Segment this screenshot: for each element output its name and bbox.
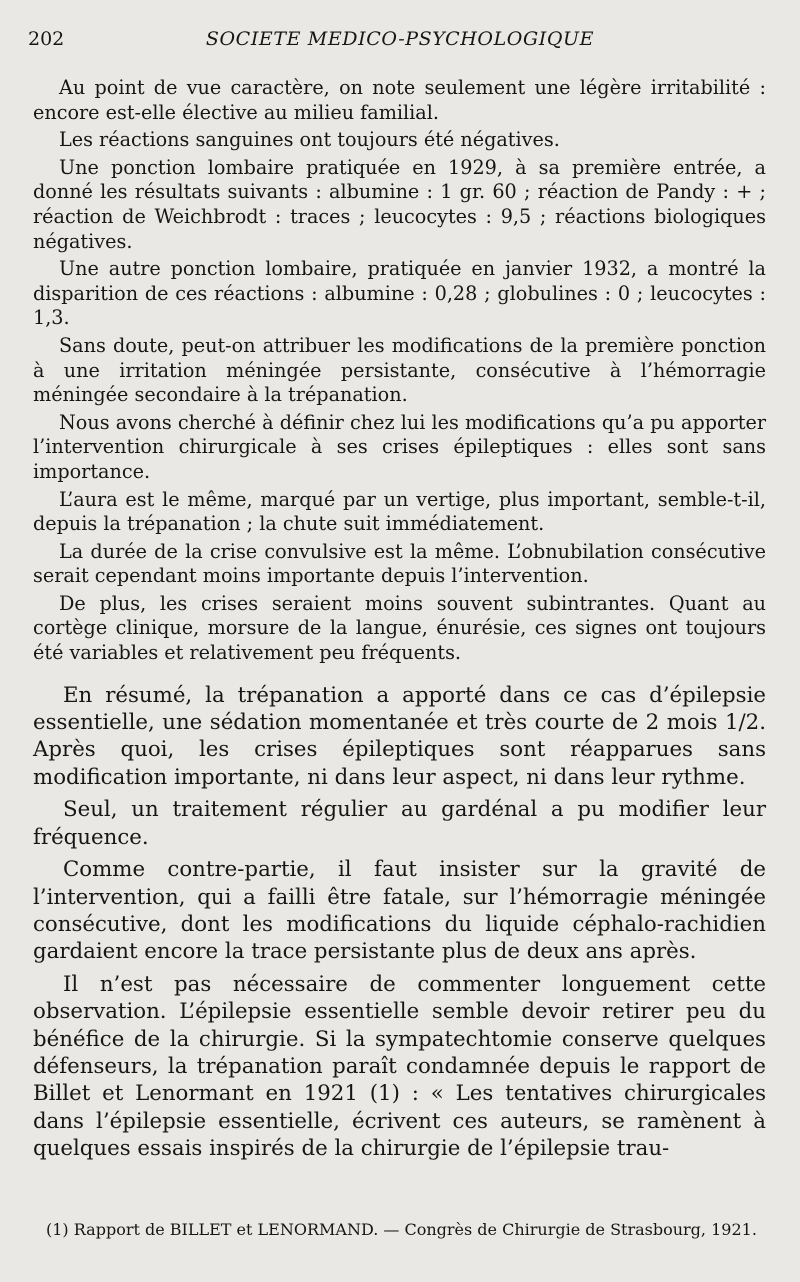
summary-paragraph: En résumé, la trépanation a apporté dans ce cas d’épilepsie essentielle, une sédation momentanée et très courte de 2 mois 1/2. Après quoi, les crises épileptiques sont réapparues sans modification importante, ni dans leur aspect, ni dans leur rythme.	[33, 682, 766, 790]
summary-paragraph: Seul, un traitement régulier au gardénal a pu modifier leur fréquence.	[33, 797, 766, 850]
paragraph: Au point de vue caractère, on note seulement une légère irritabilité : encore est-elle élective au milieu familial.	[33, 76, 766, 124]
paragraph: Une autre ponction lombaire, pratiquée en janvier 1932, a montré la disparition de ces réactions : albumine : 0,28 ; globulines : 0 ; leucocytes : 1,3.	[33, 257, 766, 330]
page-number: 202	[28, 28, 65, 50]
paragraph: La durée de la crise convulsive est la même. L’obnubilation consécutive serait cependant moins importante depuis l’intervention.	[33, 539, 766, 588]
page-header	[28, 28, 772, 58]
paragraph: Sans doute, peut-on attribuer les modifications de la première ponction à une irritation méningée persistante, consécutive à l’hémorragie méningée secondaire à la trépanation.	[33, 333, 766, 407]
paragraph: Une ponction lombaire pratiquée en 1929, à sa première entrée, a donné les résultats suivants : albumine : 1 gr. 60 ; réaction de Pandy : + ; réaction de Weichbrodt : traces ; leucocytes : 9,5 ; réactions biologiques négatives.	[33, 155, 766, 253]
paragraph: De plus, les crises seraient moins souvent subintrantes. Quant au cortège clinique, morsure de la langue, énurésie, ces signes ont toujours été variables et relativement peu fréquents.	[33, 591, 766, 665]
footnote-text: (1) Rapport de BILLET et LENORMAND. — Congrès de Chirurgie de Strasbourg, 1921.	[46, 1220, 757, 1239]
summary-paragraph: Comme contre-partie, il faut insister sur la gravité de l’intervention, qui a failli être fatale, sur l’hémorragie méningée consécutive, dont les modifications du liquide céphalo-rachidien gardaient encore la trace persistante plus de deux ans après.	[33, 857, 766, 965]
paragraph: L’aura est le même, marqué par un vertige, plus important, semble-t-il, depuis la trépanation ; la chute suit immédiatement.	[33, 487, 766, 536]
body-text	[33, 76, 766, 1168]
summary-section	[33, 682, 766, 1163]
paragraph: Nous avons cherché à définir chez lui les modifications qu’a pu apporter l’intervention chirurgicale à ses crises épileptiques : elles sont sans importance.	[33, 410, 766, 483]
running-title: SOCIETE MEDICO-PSYCHOLOGIQUE	[205, 28, 595, 50]
summary-paragraph: Il n’est pas nécessaire de commenter longuement cette observation. L’épilepsie essentielle semble devoir retirer peu du bénéfice de la chirurgie. Si la sympatechtomie conserve quelques défenseurs, la trépanation paraît condamnée depuis le rapport de Billet et Lenormant en 1921 (1) : « Les tentatives chirurgicales dans l’épilepsie essentielle, écrivent ces auteurs, se ramènent à quelques essais inspirés de la chirurgie de l’épilepsie trau-	[33, 971, 766, 1162]
paragraph: Les réactions sanguines ont toujours été négatives.	[59, 128, 560, 152]
footnote	[32, 1219, 768, 1240]
